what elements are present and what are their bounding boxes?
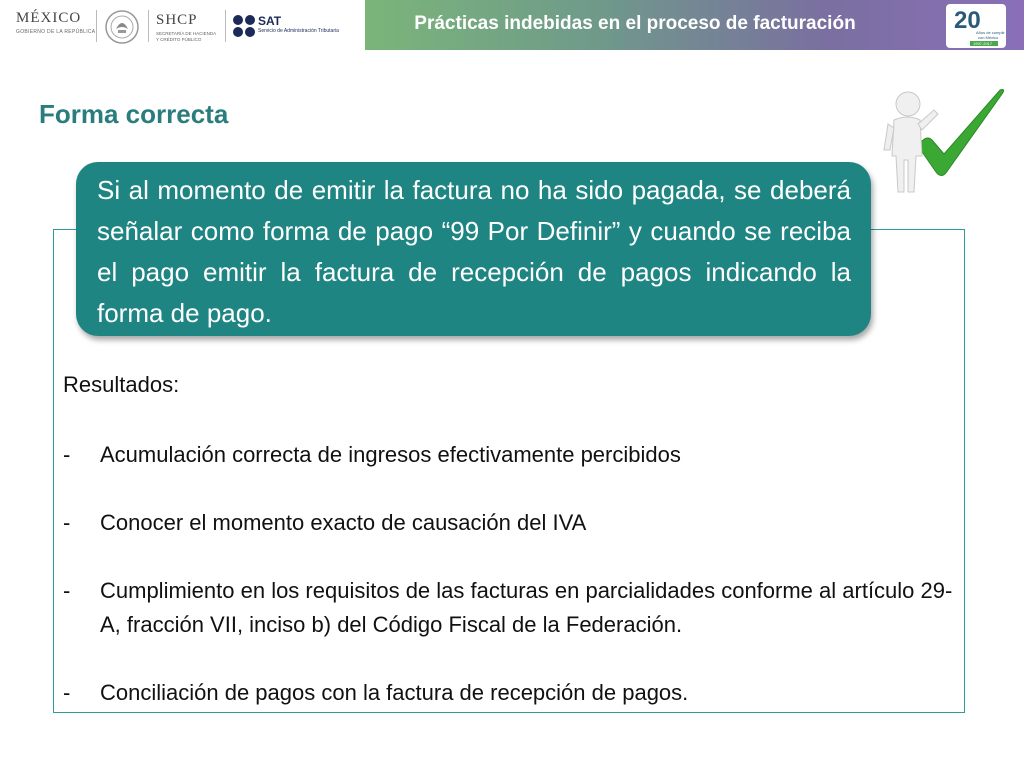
list-item bbox=[63, 574, 958, 642]
mexico-logo bbox=[16, 10, 95, 35]
bullet-dash: - bbox=[63, 680, 71, 705]
slide-header-title: Prácticas indebidas en el proceso de facturación bbox=[414, 13, 856, 34]
anniversary-logo bbox=[940, 4, 1012, 48]
anniversary-line2: con México bbox=[978, 35, 999, 40]
anniversary-number: 20 bbox=[954, 7, 981, 34]
sat-logo-icon bbox=[232, 14, 256, 38]
logo-divider bbox=[225, 10, 226, 42]
results-label: Resultados: bbox=[63, 372, 180, 397]
results-list bbox=[63, 438, 958, 744]
mexico-logo-name: MÉXICO bbox=[16, 10, 82, 26]
logo-divider bbox=[96, 10, 97, 42]
anniversary-years: 1997-2017 bbox=[973, 41, 993, 46]
bullet-dash: - bbox=[63, 442, 71, 467]
logo-divider bbox=[148, 10, 149, 42]
list-item-text: Conocer el momento exacto de causación del IVA bbox=[100, 510, 587, 535]
sat-logo bbox=[232, 14, 339, 43]
list-item bbox=[63, 506, 958, 540]
sat-logo-name: SAT bbox=[258, 14, 282, 28]
shcp-logo bbox=[156, 12, 216, 43]
national-crest-icon bbox=[104, 9, 140, 50]
shcp-logo-sub2: Y CRÉDITO PÚBLICO bbox=[156, 37, 202, 42]
mexico-logo-sub: GOBIERNO DE LA REPÚBLICA bbox=[16, 29, 96, 35]
shcp-logo-sub1: SECRETARÍA DE HACIENDA bbox=[156, 31, 217, 36]
sat-logo-sub: Servicio de Administración Tributaria bbox=[258, 28, 339, 34]
bullet-dash: - bbox=[63, 510, 71, 535]
header-logos bbox=[0, 0, 365, 50]
section-title: Forma correcta bbox=[39, 99, 229, 129]
shcp-logo-name: SHCP bbox=[156, 12, 198, 28]
anniversary-line1: Años de cumplir bbox=[976, 30, 1005, 35]
list-item-text: Acumulación correcta de ingresos efectivamente percibidos bbox=[100, 442, 681, 467]
bullet-dash: - bbox=[63, 578, 71, 603]
list-item bbox=[63, 438, 958, 472]
list-item-text: Conciliación de pagos con la factura de recepción de pagos. bbox=[100, 680, 689, 705]
person-checkmark-icon bbox=[878, 84, 1008, 200]
callout-text: Si al momento de emitir la factura no ha sido pagada, se deberá señalar como forma de pago “99 Por Definir” y cuando se reciba el pago emitir la factura de recepción de pagos indicando la forma de pago. bbox=[97, 175, 851, 328]
header-title-band bbox=[365, 0, 1024, 50]
list-item bbox=[63, 676, 958, 710]
callout-box bbox=[76, 162, 871, 336]
list-item-text: Cumplimiento en los requisitos de las facturas en parcialidades conforme al artículo 29-A, fracción VII, inciso b) del Código Fiscal de la Federación. bbox=[100, 578, 953, 637]
